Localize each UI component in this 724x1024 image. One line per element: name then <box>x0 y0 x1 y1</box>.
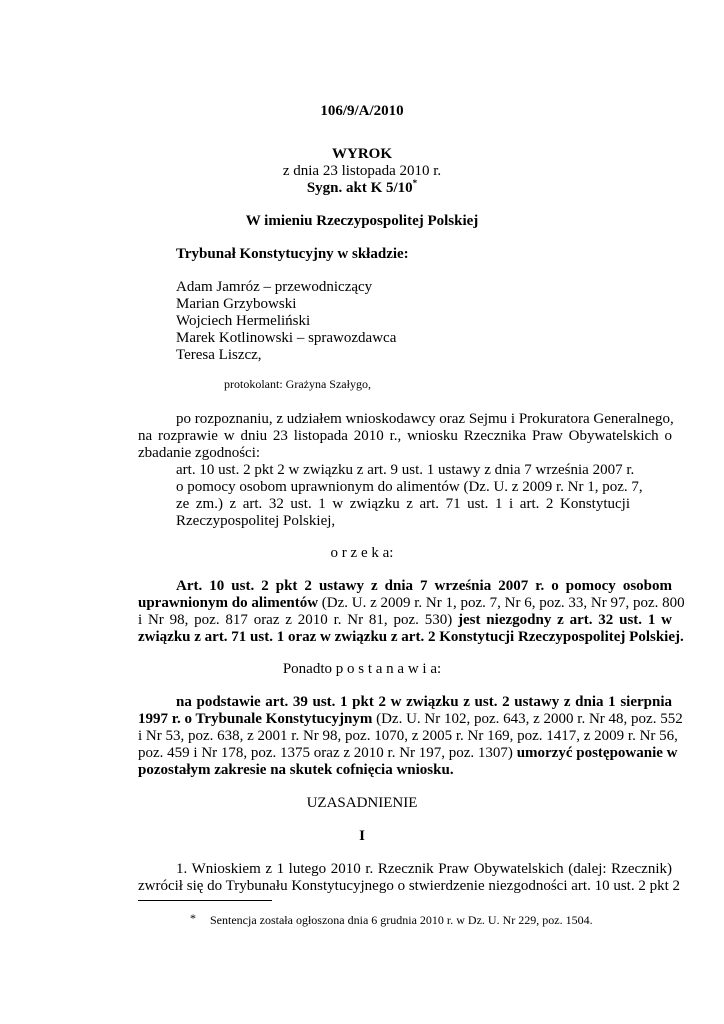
footnote-marker-bottom: * <box>190 911 196 925</box>
verdict-date: z dnia 23 listopada 2010 r. <box>282 163 442 179</box>
section-roman-numeral: I <box>359 828 365 844</box>
scope-line-1: art. 10 ust. 2 pkt 2 w związku z art. 9 ust. 1 ustawy z dnia 7 września 2007 r. <box>176 462 635 478</box>
document-number: 106/9/A/2010 <box>320 103 404 119</box>
tribunal-heading: Trybunał Konstytucyjny w składzie: <box>176 246 409 262</box>
scope-line-3: ze zm.) z art. 32 ust. 1 w związku z art. 71 ust. 1 i art. 2 Konstytucji <box>176 496 630 512</box>
footnote-text: Sentencja została ogłoszona dnia 6 grudnia 2010 r. w Dz. U. Nr 229, poz. 1504. <box>210 913 593 927</box>
ruling-line-4: związku z art. 71 ust. 1 oraz w związku z art. 2 Konstytucji Rzeczypospolitej Polskiej. <box>138 629 684 645</box>
decision-citation-cont: poz. 459 i Nr 178, poz. 1375 oraz z 2010 r. Nr 197, poz. 1307) <box>138 745 517 761</box>
footnote-separator <box>138 900 272 901</box>
in-name-of-heading: W imieniu Rzeczypospolitej Polskiej <box>245 213 479 229</box>
ruling-line-2 <box>138 594 685 612</box>
decision-outcome: umorzyć postępowanie w <box>516 745 678 761</box>
judge-5: Teresa Liszcz, <box>176 347 262 363</box>
ruling-citation-cont: i Nr 98, poz. 817 oraz z 2010 r. Nr 81, poz. 530) <box>138 612 459 628</box>
ruling-finding: jest niezgodny z art. 32 ust. 1 w <box>458 612 672 628</box>
decision-line-4 <box>138 744 678 762</box>
scope-line-2: o pomocy osobom uprawnionym do alimentów (Dz. U. z 2009 r. Nr 1, poz. 7, <box>176 479 643 495</box>
ponadto-heading: Ponadto p o s t a n a w i a: <box>282 661 442 677</box>
case-signature: Sygn. akt K 5/10 <box>306 180 413 196</box>
intro-line-2: na rozprawie w dniu 23 listopada 2010 r., wniosku Rzecznika Praw Obywatelskich o <box>138 428 672 444</box>
decision-citation: (Dz. U. Nr 102, poz. 643, z 2000 r. Nr 48, poz. 552 <box>372 711 683 727</box>
body-line-2: zwrócił się do Trybunału Konstytucyjnego o stwierdzenie niezgodności art. 10 ust. 2 pkt 2 <box>138 878 680 894</box>
judge-2: Marian Grzybowski <box>176 296 297 312</box>
decision-act-name: 1997 r. o Trybunale Konstytucyjnym <box>138 711 373 727</box>
ruling-act-name: uprawnionym do alimentów <box>138 595 319 611</box>
intro-line-3: zbadanie zgodności: <box>138 445 261 461</box>
case-signature-line <box>0 179 724 197</box>
ruling-citation: (Dz. U. z 2009 r. Nr 1, poz. 7, Nr 6, poz. 33, Nr 97, poz. 800 <box>318 595 685 611</box>
intro-line-1: po rozpoznaniu, z udziałem wnioskodawcy oraz Sejmu i Prokuratora Generalnego, <box>176 411 674 427</box>
ruling-line-3 <box>138 611 672 629</box>
scope-line-4: Rzeczypospolitej Polskiej, <box>176 513 336 529</box>
ruling-line-1: Art. 10 ust. 2 pkt 2 ustawy z dnia 7 września 2007 r. o pomocy osobom <box>176 578 672 594</box>
body-line-1: 1. Wnioskiem z 1 lutego 2010 r. Rzecznik Praw Obywatelskich (dalej: Rzecznik) <box>176 861 672 877</box>
decision-line-2 <box>138 710 683 728</box>
decision-line-1: na podstawie art. 39 ust. 1 pkt 2 w związku z ust. 2 ustawy z dnia 1 sierpnia <box>176 694 672 710</box>
footnote-marker: * <box>412 178 418 188</box>
decision-line-3: i Nr 53, poz. 638, z 2001 r. Nr 98, poz. 1070, z 2005 r. Nr 169, poz. 1417, z 2009 r. Nr 56, <box>138 728 678 744</box>
verdict-title: WYROK <box>332 146 392 162</box>
judge-3: Wojciech Hermeliński <box>176 313 311 329</box>
decision-line-5: pozostałym zakresie na skutek cofnięcia wniosku. <box>138 762 454 778</box>
orzeka-heading: o r z e k a: <box>330 545 394 561</box>
judge-1: Adam Jamróz – przewodniczący <box>176 279 373 295</box>
justification-heading: UZASADNIENIE <box>306 795 418 811</box>
judge-4: Marek Kotlinowski – sprawozdawca <box>176 330 397 346</box>
clerk-line: protokolant: Grażyna Szałygo, <box>224 377 371 391</box>
